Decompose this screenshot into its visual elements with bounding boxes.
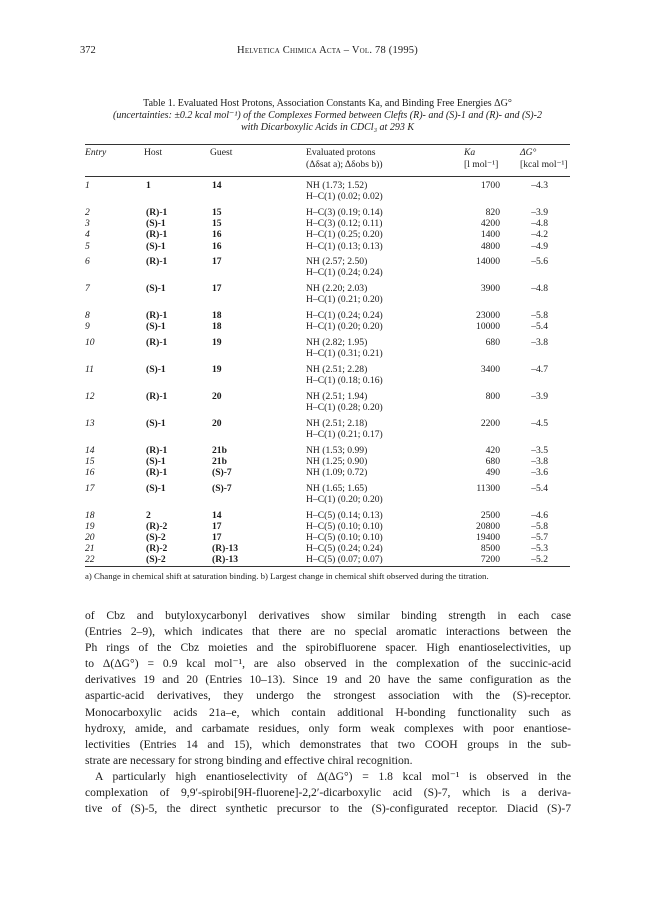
table-cell-proton: H–C(5) (0.10; 0.10): [306, 531, 383, 543]
table-cell-dg: –3.6: [531, 466, 548, 478]
table-header-rule: [85, 176, 570, 177]
table-cell-entry: 1: [85, 180, 90, 191]
table-cell-proton: H–C(1) (0.20; 0.20): [306, 493, 383, 505]
table-cell-proton: H–C(3) (0.19; 0.14): [306, 206, 383, 218]
table-cell-entry: 21: [85, 543, 95, 555]
table-cell-dg: –3.8: [531, 455, 548, 467]
table-cell-proton: H–C(1) (0.18; 0.16): [306, 375, 383, 386]
table-cell-proton: H–C(1) (0.25; 0.20): [306, 229, 383, 241]
table-cell-host: (S)-2: [146, 531, 166, 543]
table-cell-ka: 1400: [480, 229, 500, 241]
table-cell-dg: –4.8: [531, 218, 548, 230]
body-text-line: of Cbz and butyloxycarbonyl derivatives show similar binding strength in each case: [85, 609, 571, 622]
body-text-line: Monocarboxylic acids 21a–e, which contain additional H-bonding functionality such as: [85, 705, 571, 719]
table-cell-dg: –4.3: [531, 180, 548, 191]
table-cell-proton: H–C(1) (0.21; 0.20): [306, 294, 383, 306]
table-cell-guest: 16: [212, 229, 222, 241]
table-cell-guest: 19: [212, 336, 222, 348]
table-cell-host: (R)-1: [146, 206, 168, 218]
table-cell-ka: 2200: [480, 417, 500, 429]
table-cell-entry: 19: [85, 520, 95, 532]
table-cell-proton: H–C(3) (0.12; 0.11): [306, 218, 383, 230]
table-cell-guest: 15: [212, 206, 222, 218]
table-cell-proton: NH (1.65; 1.65): [306, 482, 368, 494]
table-cell-proton: H–C(5) (0.07; 0.07): [306, 554, 383, 566]
table-cell-host: (R)-1: [146, 336, 168, 348]
table-cell-proton: H–C(1) (0.21; 0.17): [306, 428, 383, 440]
table-cell-dg: –3.9: [531, 390, 548, 402]
table-cell-host: (R)-2: [146, 543, 168, 555]
table-cell-guest: 18: [212, 310, 222, 321]
table-cell-guest: 17: [212, 256, 222, 268]
table-cell-ka: 11300: [476, 482, 500, 494]
table-cell-dg: –5.2: [531, 554, 548, 566]
table-cell-ka: 3900: [480, 283, 500, 295]
table-cell-host: (R)-1: [146, 310, 168, 321]
table-cell-proton: H–C(1) (0.02; 0.02): [306, 191, 383, 203]
table-cell-host: (R)-1: [146, 229, 168, 241]
table-cell-guest: 17: [212, 283, 222, 295]
table-cell-guest: 15: [212, 218, 222, 230]
table-cell-dg: –5.6: [531, 256, 548, 268]
table-cell-dg: –3.8: [531, 336, 548, 348]
body-text-line: aspartic-acid derivatives, they undergo the strongest association with the (S)-receptor.: [85, 689, 571, 703]
table-cell-entry: 8: [85, 310, 90, 321]
table-cell-ka: 8500: [480, 543, 500, 555]
table-cell-guest: 17: [212, 531, 222, 543]
table-cell-entry: 18: [85, 509, 95, 521]
body-text-line: (Entries 2–9), which indicates that there are no special aromatic interactions between the: [85, 625, 571, 639]
header-evaluated-protons: Evaluated protons: [306, 147, 376, 158]
table-cell-entry: 12: [85, 390, 95, 402]
table-cell-host: (R)-2: [146, 520, 168, 532]
page-number: 372: [80, 45, 96, 56]
running-header: [80, 45, 575, 59]
body-text-line: derivatives 19 and 20 (Entries 10–13). Since 19 and 20 have the same configuration as the: [85, 673, 571, 687]
table-cell-host: (S)-1: [146, 455, 166, 467]
body-text-line: tive of (S)-5, the direct synthetic precursor to the (S)-configurated receptor. Diacid (S)-7: [85, 802, 571, 816]
table-cell-host: (S)-1: [146, 218, 166, 230]
table-cell-ka: 10000: [476, 321, 500, 333]
table-cell-ka: 4200: [480, 218, 500, 230]
table-cell-dg: –4.6: [531, 509, 548, 521]
table-cell-proton: NH (2.51; 1.94): [306, 390, 368, 402]
table-cell-proton: H–C(5) (0.14; 0.13): [306, 509, 383, 521]
table-cell-entry: 13: [85, 417, 95, 429]
table-cell-ka: 820: [485, 206, 500, 218]
header-dg: ΔG°: [520, 147, 537, 158]
table-cell-ka: 680: [485, 336, 500, 348]
table-cell-dg: –5.8: [531, 520, 548, 532]
header-ka-unit: [l mol⁻¹]: [464, 159, 499, 170]
table-cell-guest: 14: [212, 509, 222, 521]
table-top-rule: [85, 144, 570, 145]
table-cell-ka: 14000: [476, 256, 500, 268]
header-guest: Guest: [210, 147, 233, 158]
table-cell-dg: –4.2: [531, 229, 548, 241]
table-cell-guest: 20: [212, 417, 222, 429]
table-cell-entry: 6: [85, 256, 90, 268]
table-cell-ka: 7200: [480, 554, 500, 566]
header-ka: Ka: [464, 147, 476, 158]
table-cell-entry: 9: [85, 321, 90, 333]
table-cell-guest: (R)-13: [212, 554, 239, 566]
table-cell-host: (R)-1: [146, 466, 168, 478]
table-cell-proton: H–C(1) (0.24; 0.24): [306, 310, 383, 321]
table-cell-entry: 3: [85, 218, 90, 230]
table-cell-dg: –4.9: [531, 240, 548, 252]
header-evaluated-protons-sub: (Δδsat a); Δδobs b)): [306, 159, 383, 170]
body-text-line: A particularly high enantioselectivity of Δ(ΔG°) = 1.8 kcal mol⁻¹ is observed in the: [95, 769, 571, 783]
caption-line-1: Table 1. Evaluated Host Protons, Association Constants Ka, and Binding Free Energies ΔG°: [143, 98, 512, 109]
table-cell-guest: 21b: [212, 455, 227, 467]
table-cell-ka: 4800: [480, 240, 500, 252]
header-host: Host: [144, 147, 163, 158]
table-cell-proton: NH (1.25; 0.90): [306, 455, 368, 467]
table-cell-dg: –3.5: [531, 444, 548, 456]
table-cell-guest: 19: [212, 363, 222, 375]
table-cell-host: (S)-1: [146, 482, 166, 494]
table-cell-proton: NH (1.09; 0.72): [306, 466, 368, 478]
table-cell-ka: 680: [485, 455, 500, 467]
table-cell-guest: 21b: [212, 444, 227, 456]
table-cell-host: 1: [146, 180, 151, 191]
table-cell-dg: –5.4: [531, 321, 548, 333]
table-caption: [85, 98, 570, 134]
table-cell-ka: 1700: [480, 180, 500, 191]
table-cell-guest: (R)-13: [212, 543, 239, 555]
table-cell-ka: 3400: [480, 363, 500, 375]
table-cell-proton: NH (2.51; 2.18): [306, 417, 368, 429]
table-cell-proton: H–C(1) (0.28; 0.20): [306, 401, 383, 413]
table-cell-guest: 17: [212, 520, 222, 532]
table-cell-guest: (S)-7: [212, 466, 232, 478]
table-cell-entry: 20: [85, 531, 95, 543]
table-cell-ka: 800: [485, 390, 500, 402]
table-cell-proton: H–C(1) (0.31; 0.21): [306, 348, 383, 360]
table-cell-dg: –5.7: [531, 531, 548, 543]
table-cell-entry: 15: [85, 455, 95, 467]
table-cell-guest: 14: [212, 180, 222, 191]
table-cell-guest: 18: [212, 321, 222, 333]
table-cell-ka: 19400: [476, 531, 500, 543]
table-cell-entry: 4: [85, 229, 90, 241]
table-cell-guest: (S)-7: [212, 482, 232, 494]
table-cell-host: (R)-1: [146, 256, 168, 268]
table-cell-proton: NH (2.82; 1.95): [306, 336, 368, 348]
body-text-line: complexation of 9,9′-spirobi[9H-fluorene]-2,2′-dicarboxylic acid (S)-7, which is a deriva-: [85, 786, 571, 800]
table-cell-host: (R)-1: [146, 444, 168, 456]
caption-line-2: (uncertainties: ±0.2 kcal mol⁻¹) of the Complexes Formed between Clefts (R)- and (S)-1 and (R)- and (S)-2: [113, 110, 542, 121]
header-entry: Entry: [85, 147, 107, 158]
table-cell-proton: H–C(1) (0.13; 0.13): [306, 240, 383, 252]
table-cell-dg: –4.8: [531, 283, 548, 295]
table-cell-proton: H–C(5) (0.10; 0.10): [306, 520, 383, 532]
body-text-line: lectivities (Entries 14 and 15), which demonstrates that two COOH groups in the sub-: [85, 737, 571, 751]
table-cell-dg: –3.9: [531, 206, 548, 218]
body-text-line: Ph rings of the Cbz moieties and the spirobifluorene spacer. High enantioselectivities, up: [85, 641, 571, 655]
table-footnote: a) Change in chemical shift at saturation binding. b) Largest change in chemical shift observed during the titration.: [85, 571, 489, 581]
table-cell-host: (S)-1: [146, 363, 166, 375]
table-cell-proton: NH (1.53; 0.99): [306, 444, 368, 456]
table-cell-proton: NH (2.51; 2.28): [306, 363, 368, 375]
body-text-line: strate are necessary for strong binding and effective chiral recognition.: [85, 753, 413, 767]
journal-title: Helvetica Chimica Acta – Vol. 78 (1995): [237, 45, 418, 56]
body-text: [85, 608, 571, 817]
table-cell-dg: –4.5: [531, 417, 548, 429]
table-cell-host: (S)-1: [146, 321, 166, 333]
table-cell-ka: 20800: [476, 520, 500, 532]
table-cell-entry: 5: [85, 240, 90, 252]
table-cell-host: (S)-1: [146, 240, 166, 252]
table-cell-host: 2: [146, 509, 151, 521]
table-cell-entry: 14: [85, 444, 95, 456]
header-dg-unit: [kcal mol⁻¹]: [520, 159, 568, 170]
table-cell-entry: 16: [85, 466, 95, 478]
table-cell-entry: 17: [85, 482, 95, 494]
table-cell-host: (S)-1: [146, 417, 166, 429]
table-cell-dg: –5.8: [531, 310, 548, 321]
table-cell-dg: –5.4: [531, 482, 548, 494]
table-cell-entry: 10: [85, 336, 95, 348]
table-cell-guest: 20: [212, 390, 222, 402]
table-cell-entry: 2: [85, 206, 90, 218]
table-cell-proton: H–C(1) (0.20; 0.20): [306, 321, 383, 333]
table-cell-proton: H–C(5) (0.24; 0.24): [306, 543, 383, 555]
table-cell-proton: NH (1.73; 1.52): [306, 180, 368, 191]
body-text-line: to Δ(ΔG°) = 0.9 kcal mol⁻¹, are also observed in the complexation of the succinic-acid: [85, 657, 571, 671]
table-cell-host: (S)-1: [146, 283, 166, 295]
table-cell-entry: 22: [85, 554, 95, 566]
caption-line-3: with Dicarboxylic Acids in CDCl₃ at 293 K: [240, 122, 414, 133]
table-cell-entry: 11: [85, 363, 94, 375]
table-cell-ka: 490: [485, 466, 500, 478]
table-cell-proton: NH (2.20; 2.03): [306, 283, 368, 295]
table-cell-ka: 23000: [476, 310, 500, 321]
table-cell-host: (S)-2: [146, 554, 166, 566]
table-cell-entry: 7: [85, 283, 90, 295]
body-text-line: hydroxy, amide, and carbamate residues, only form weak complexes with poor enantiose-: [85, 721, 571, 735]
table-cell-proton: H–C(1) (0.24; 0.24): [306, 267, 383, 279]
table-cell-dg: –4.7: [531, 363, 548, 375]
table-bottom-rule: [85, 566, 570, 567]
table-cell-ka: 2500: [480, 509, 500, 521]
table-cell-dg: –5.3: [531, 543, 548, 555]
table-cell-proton: NH (2.57; 2.50): [306, 256, 368, 268]
table-cell-host: (R)-1: [146, 390, 168, 402]
table-cell-ka: 420: [485, 444, 500, 456]
table-cell-guest: 16: [212, 240, 222, 252]
